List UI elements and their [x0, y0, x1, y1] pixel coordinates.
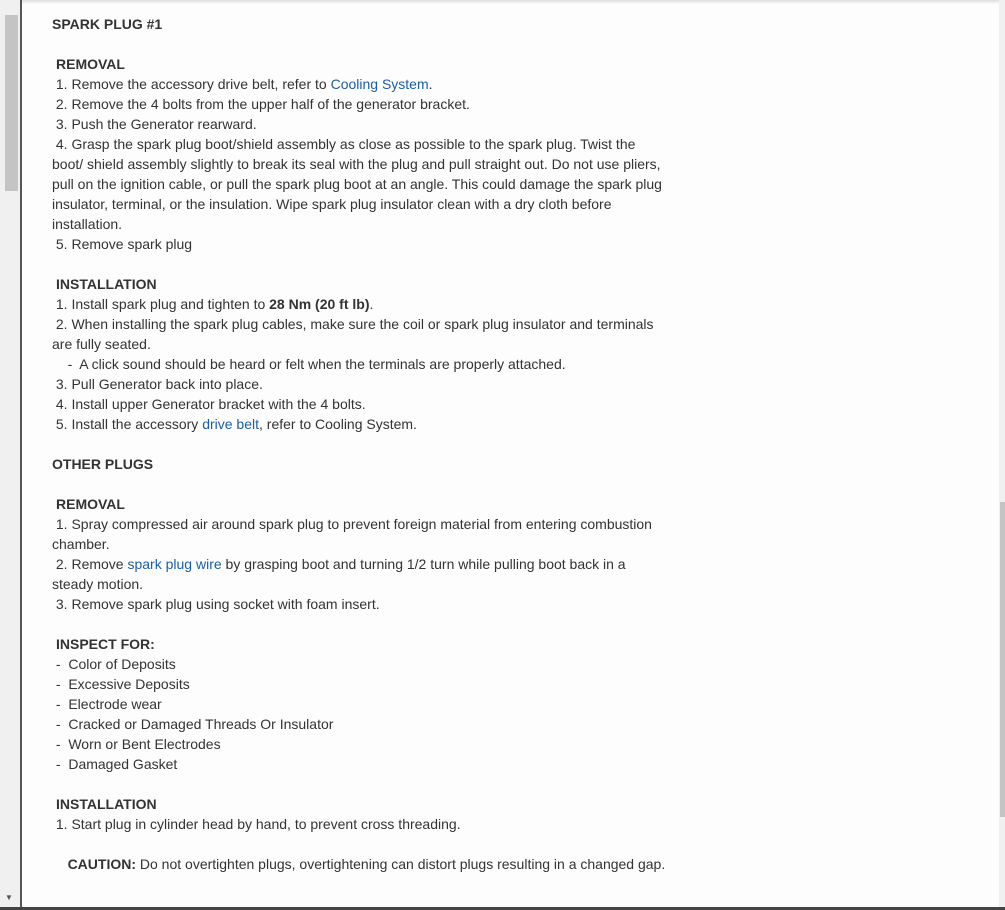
- list-item: [52, 834, 667, 854]
- subsection-title: INSTALLATION: [56, 276, 157, 292]
- right-scrollbar-thumb[interactable]: [1000, 502, 1005, 817]
- list-item: [52, 674, 667, 694]
- text: - Worn or Bent Electrodes: [52, 736, 221, 752]
- list-item: [52, 314, 667, 354]
- list-item: [52, 514, 667, 554]
- text: 1. Start plug in cylinder head by hand, to prevent cross threading.: [52, 816, 461, 832]
- left-scrollbar-thumb[interactable]: [5, 15, 18, 191]
- list-item: [52, 854, 667, 874]
- list-item: [52, 374, 667, 394]
- text: 3. Pull Generator back into place.: [52, 376, 263, 392]
- list-item: [52, 294, 667, 314]
- frame-border: [20, 0, 22, 910]
- text: .: [369, 296, 374, 312]
- text: 5. Remove spark plug: [52, 236, 193, 252]
- text: 1. Install spark plug and tighten to: [52, 296, 270, 312]
- text: 2. When installing the spark plug cables, make sure the coil or spark plug insulator and terminals are fully seated.: [52, 316, 658, 352]
- text: .: [428, 76, 433, 92]
- procedure-content: [52, 14, 667, 874]
- spacer: [52, 474, 667, 494]
- text: 5. Install the accessory: [52, 416, 203, 432]
- text: 4. Install upper Generator bracket with the 4 bolts.: [52, 396, 366, 412]
- text: - Electrode wear: [52, 696, 162, 712]
- scroll-down-arrow-icon[interactable]: ▼: [5, 893, 13, 902]
- right-scrollbar[interactable]: [999, 0, 1005, 907]
- list-item: [52, 94, 667, 114]
- text: 1. Spray compressed air around spark plug to prevent foreign material from entering combustion chamber.: [52, 516, 656, 552]
- text: Do not overtighten plugs, overtightening can distort plugs resulting in a changed gap.: [136, 856, 666, 872]
- list-item: [52, 694, 667, 714]
- text: - Cracked or Damaged Threads Or Insulator: [52, 716, 334, 732]
- list-item: [52, 414, 667, 434]
- list-item: [52, 74, 667, 94]
- link-drive-belt[interactable]: drive belt: [202, 416, 259, 432]
- text: , refer to Cooling System.: [259, 416, 417, 432]
- list-item: [52, 234, 667, 254]
- list-item: [52, 354, 667, 374]
- spacer: [52, 614, 667, 634]
- text: 3. Push the Generator rearward.: [52, 116, 257, 132]
- text: 3. Remove spark plug using socket with foam insert.: [52, 596, 380, 612]
- spacer: [52, 254, 667, 274]
- text: 1. Remove the accessory drive belt, refer to: [52, 76, 331, 92]
- bold-text: CAUTION:: [67, 856, 136, 872]
- bold-text: 28 Nm (20 ft lb): [269, 296, 370, 312]
- text: 2. Remove: [52, 556, 128, 572]
- spacer: [52, 434, 667, 454]
- list-item: [52, 134, 667, 234]
- text: - Color of Deposits: [52, 656, 176, 672]
- link-cooling-system[interactable]: Cooling System: [330, 76, 429, 92]
- list-item: [52, 754, 667, 774]
- spacer: [52, 34, 667, 54]
- list-item: [52, 594, 667, 614]
- list-item: [52, 554, 667, 594]
- list-item: [52, 114, 667, 134]
- section-heading: SPARK PLUG #1: [52, 16, 163, 32]
- section-heading: OTHER PLUGS: [52, 456, 154, 472]
- link-spark-plug-wire[interactable]: spark plug wire: [127, 556, 222, 572]
- list-item: [52, 714, 667, 734]
- list-item: [52, 394, 667, 414]
- spacer: [52, 774, 667, 794]
- subsection-title: REMOVAL: [56, 56, 125, 72]
- subsection-title: REMOVAL: [56, 496, 125, 512]
- text: - Damaged Gasket: [52, 756, 178, 772]
- text: - A click sound should be heard or felt when the terminals are properly attached.: [52, 356, 566, 372]
- text: - Excessive Deposits: [52, 676, 190, 692]
- text: 2. Remove the 4 bolts from the upper half of the generator bracket.: [52, 96, 470, 112]
- list-item: [52, 814, 667, 834]
- text: 4. Grasp the spark plug boot/shield assembly as close as possible to the spark plug. Twist the boot/ shield assembly slightly to break its seal with the plug and pull straight out. Do not use pliers, pull on the ignition cable, or pull the spark plug boot at an angle. This could damage the spark plug insulator, terminal, or the insulation. Wipe spark plug insulator clean with a dry cloth before installation.: [52, 136, 666, 232]
- list-item: [52, 654, 667, 674]
- left-scrollbar[interactable]: [0, 0, 20, 908]
- subsection-title: INSPECT FOR:: [56, 636, 155, 652]
- text: [52, 856, 68, 872]
- list-item: [52, 734, 667, 754]
- subsection-title: INSTALLATION: [56, 796, 157, 812]
- top-shadow: [22, 0, 1005, 4]
- text: by grasping boot and turning 1/2 turn while pulling boot back in a steady motion.: [52, 556, 630, 592]
